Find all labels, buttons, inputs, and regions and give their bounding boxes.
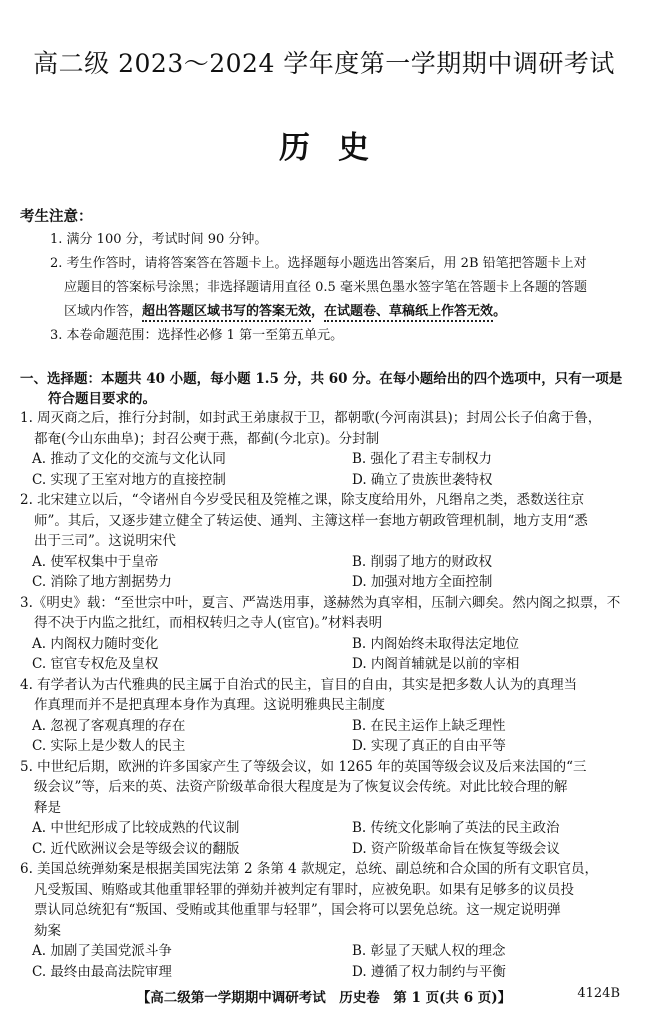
question-options bbox=[20, 818, 638, 859]
option-a: A. 加剧了美国党派斗争 bbox=[32, 943, 172, 959]
option-a: A. 忽视了客观真理的存在 bbox=[32, 717, 186, 734]
option-b: B. 彰显了天赋人权的理念 bbox=[352, 943, 506, 959]
exam-title: 高二级 2023～2024 学年度第一学期期中调研考试 bbox=[33, 49, 615, 78]
paper-code: 4124B bbox=[577, 986, 620, 1001]
notice-heading: 考生注意： bbox=[20, 208, 93, 225]
notice-item-2-line-2: 应题目的答案标号涂黑；非选择题请用直径 0.5 毫米黑色墨水签字笔在答题卡上各题的答题 bbox=[64, 280, 587, 295]
question-stem-line: 票认同总统犯有“叛国、受贿或其他重罪与轻罪”，国会将可以罢免总统。这一规定说明弹 bbox=[34, 902, 561, 918]
option-c: C. 宦官专权危及皇权 bbox=[32, 656, 159, 672]
option-a: A. 内阁权力随时变化 bbox=[32, 635, 159, 652]
question-options bbox=[20, 634, 638, 675]
question-stem-line: 1. 周灭商之后，推行分封制，如封武王弟康叔于卫，都朝歌(今河南淇县)；封周公长子伯禽于鲁， bbox=[20, 410, 602, 426]
section-heading-line-2: 符合题目要求的。 bbox=[48, 391, 156, 407]
notice-item-1: 1. 满分 100 分，考试时间 90 分钟。 bbox=[50, 232, 268, 247]
notice-item-2-text: 区域内作答， bbox=[64, 304, 143, 319]
notice-separator: ， bbox=[311, 304, 325, 319]
question bbox=[20, 675, 638, 757]
option-b: B. 传统文化影响了英法的民主政治 bbox=[352, 820, 560, 836]
question bbox=[20, 859, 638, 982]
question-options bbox=[20, 716, 638, 757]
question-stem-line: 出于三司”。这说明宋代 bbox=[34, 533, 176, 549]
question bbox=[20, 490, 638, 593]
question-stem-line: 劾案 bbox=[34, 922, 61, 939]
option-c: C. 消除了地方割据势力 bbox=[32, 574, 172, 590]
question-stem bbox=[20, 408, 638, 449]
section-heading bbox=[20, 369, 638, 409]
question-stem bbox=[20, 490, 638, 552]
option-d: D. 资产阶级革命旨在恢复等级会议 bbox=[352, 840, 560, 857]
subject-title: 历史 bbox=[279, 130, 397, 166]
option-a: A. 中世纪形成了比较成熟的代议制 bbox=[32, 820, 240, 836]
notice-emphasis-1: 超出答题区域书写的答案无效 bbox=[142, 304, 311, 322]
option-b: B. 在民主运作上缺乏理性 bbox=[352, 717, 506, 734]
option-d: D. 加强对地方全面控制 bbox=[352, 574, 493, 590]
option-c: C. 最终由最高法院审理 bbox=[32, 963, 172, 980]
option-c: C. 近代欧洲议会是等级会议的翻版 bbox=[32, 840, 240, 857]
question-stem-line: 师”。其后，又逐步建立健全了转运使、通判、主簿这样一套地方朝政管理机制，地方支用“悉 bbox=[34, 512, 588, 529]
question-stem-line: 3.《明史》载：“至世宗中叶，夏言、严嵩迭用事，遂赫然为真宰相，压制六卿矣。然内阁之拟票，不 bbox=[20, 594, 621, 611]
question-stem-line: 2. 北宋建立以后，“令诸州自今岁受民租及筦榷之课，除支度给用外，凡缗帛之类，悉数送往京 bbox=[20, 492, 585, 508]
question-stem-line: 级会议”等，后来的英、法资产阶级革命很大程度是为了恢复议会传统。对此比较合理的解 bbox=[34, 779, 568, 795]
question-list bbox=[20, 408, 638, 982]
option-d: D. 遵循了权力制约与平衡 bbox=[352, 963, 506, 980]
question-stem-line: 5. 中世纪后期，欧洲的许多国家产生了等级会议，如 1265 年的英国等级会议及后来法国的“三 bbox=[20, 758, 587, 775]
question-stem-line: 凡受叛国、贿赂或其他重罪轻罪的弹劾并被判定有罪时，应被免职。如果有足够多的议员投 bbox=[34, 881, 574, 898]
question bbox=[20, 593, 638, 675]
option-d: D. 实现了真正的自由平等 bbox=[352, 738, 506, 754]
question-stem bbox=[20, 593, 638, 634]
question-stem bbox=[20, 859, 638, 941]
notice-item-2-line-1: 2. 考生作答时，请将答案答在答题卡上。选择题每小题选出答案后，用 2B 铅笔把答题卡上对 bbox=[50, 256, 587, 271]
option-b: B. 强化了君主专制权力 bbox=[352, 451, 493, 467]
question-stem bbox=[20, 675, 638, 716]
notice-list bbox=[50, 228, 636, 348]
option-d: D. 确立了贵族世袭特权 bbox=[352, 471, 493, 488]
notice-end-mark: 。 bbox=[493, 304, 507, 319]
option-c: C. 实际上是少数人的民主 bbox=[32, 738, 186, 754]
question-options bbox=[20, 941, 638, 982]
option-a: A. 使军权集中于皇帝 bbox=[32, 553, 159, 570]
option-a: A. 推动了文化的交流与文化认同 bbox=[32, 451, 226, 467]
question-options bbox=[20, 552, 638, 593]
option-d: D. 内阁首辅就是以前的宰相 bbox=[352, 656, 520, 672]
question-stem-line: 都奄(今山东曲阜)；封召公奭于燕，都蓟(今北京)。分封制 bbox=[34, 430, 380, 447]
question-stem-line: 6. 美国总统弹劾案是根据美国宪法第 2 条第 4 款规定，总统、副总统和合众国的所有文职官员， bbox=[20, 861, 599, 877]
notice-emphasis-2: 在试题卷、草稿纸上作答无效 bbox=[324, 304, 493, 322]
option-c: C. 实现了王室对地方的直接控制 bbox=[32, 471, 226, 488]
question-options bbox=[20, 449, 638, 490]
notice-item-2-line-3 bbox=[50, 300, 636, 324]
page-footer: 【高二级第一学期期中调研考试 历史卷 第 1 页(共 6 页)】 bbox=[136, 990, 512, 1006]
option-b: B. 内阁始终未取得法定地位 bbox=[352, 635, 520, 652]
question-stem-line: 释是 bbox=[34, 799, 61, 816]
question-stem-line: 得不决于内监之批红，而相权转归之寺人(宦官)。”材料表明 bbox=[34, 615, 383, 631]
question bbox=[20, 757, 638, 860]
option-b: B. 削弱了地方的财政权 bbox=[352, 553, 493, 570]
question-stem bbox=[20, 757, 638, 819]
question bbox=[20, 408, 638, 490]
question-stem-line: 4. 有学者认为古代雅典的民主属于自治式的民主，盲目的自由，其实是把多数人认为的真理当 bbox=[20, 676, 578, 693]
question-stem-line: 作真理而并不是把真理本身作为真理。这说明雅典民主制度 bbox=[34, 697, 385, 713]
notice-item-3: 3. 本卷命题范围：选择性必修 1 第一至第五单元。 bbox=[50, 328, 344, 343]
section-heading-line-1: 一、选择题：本题共 40 小题，每小题 1.5 分，共 60 分。在每小题给出的四个选项中，只有一项是 bbox=[20, 371, 623, 387]
